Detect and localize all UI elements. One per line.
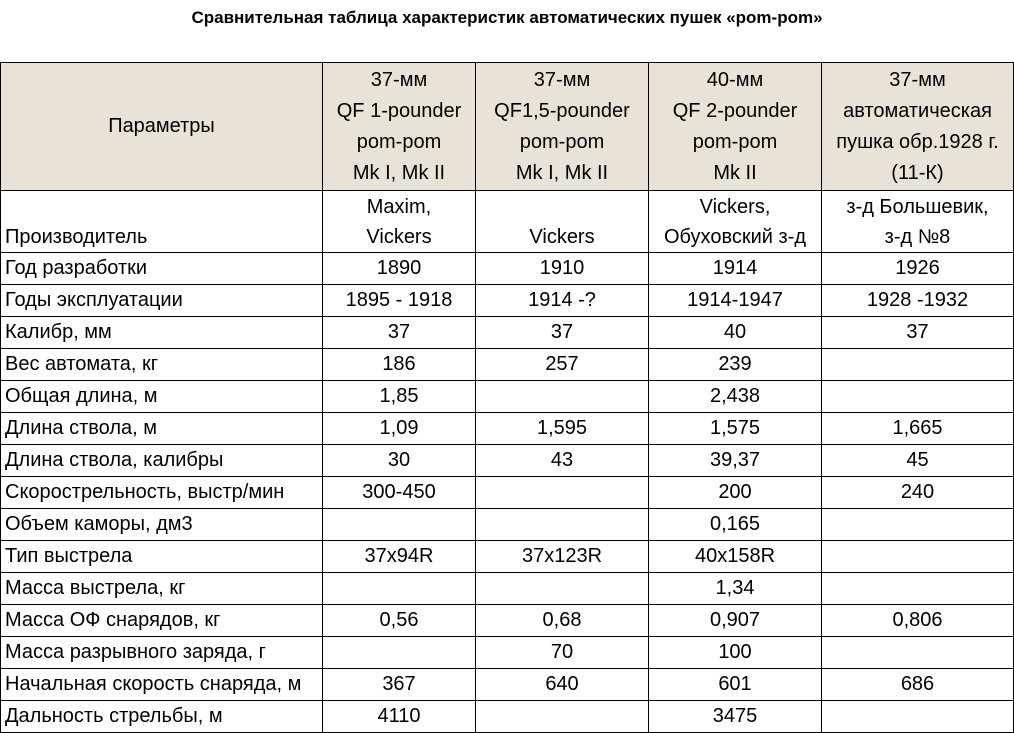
- header-line: (11-К): [891, 161, 944, 184]
- header-line: QF1,5-pounder: [494, 99, 630, 122]
- table-cell: [476, 509, 649, 541]
- row-label: Вес автомата, кг: [1, 349, 323, 381]
- table-cell: [822, 701, 1014, 733]
- table-cell: 257: [476, 349, 649, 381]
- cell-line: з-д Большевик,: [846, 196, 989, 218]
- table-cell: 37: [323, 317, 476, 349]
- table-cell: 40: [649, 317, 822, 349]
- table-cell: 300-450: [323, 477, 476, 509]
- table-row: [1, 605, 1014, 637]
- header-line: pom-pom: [692, 130, 778, 153]
- table-cell: 43: [476, 445, 649, 477]
- header-line: автоматическая: [843, 99, 992, 122]
- row-label: Производитель: [1, 191, 323, 253]
- table-row: [1, 669, 1014, 701]
- table-cell: [822, 541, 1014, 573]
- table-row: [1, 317, 1014, 349]
- row-label: Год разработки: [1, 253, 323, 285]
- header-line: pom-pom: [356, 130, 442, 153]
- table-cell: [822, 381, 1014, 413]
- row-label: Калибр, мм: [1, 317, 323, 349]
- row-label: Длина ствола, м: [1, 413, 323, 445]
- row-label: Масса разрывного заряда, г: [1, 637, 323, 669]
- header-line: Mk I, Mk II: [352, 161, 446, 184]
- table-cell: 37x123R: [476, 541, 649, 573]
- table-cell: 3475: [649, 701, 822, 733]
- page-title: Сравнительная таблица характеристик автоматических пушек «pom-pom»: [191, 8, 823, 27]
- header-parameters: Параметры: [1, 63, 323, 191]
- table-cell: 1926: [822, 253, 1014, 285]
- table-cell: 2,438: [649, 381, 822, 413]
- row-label: Масса выстрела, кг: [1, 573, 323, 605]
- table-cell: 1914: [649, 253, 822, 285]
- table-row: [1, 477, 1014, 509]
- row-label: Начальная скорость снаряда, м: [1, 669, 323, 701]
- table-cell: 1,09: [323, 413, 476, 445]
- table-cell: 0,806: [822, 605, 1014, 637]
- table-row: [1, 637, 1014, 669]
- table-row: [1, 509, 1014, 541]
- table-cell: 200: [649, 477, 822, 509]
- row-label: Масса ОФ снарядов, кг: [1, 605, 323, 637]
- table-cell: 601: [649, 669, 822, 701]
- cell-line: Vickers,: [699, 196, 771, 218]
- table-cell: 0,165: [649, 509, 822, 541]
- table-cell: [476, 573, 649, 605]
- table-cell: 0,56: [323, 605, 476, 637]
- table-cell: 37: [822, 317, 1014, 349]
- table-cell: [323, 573, 476, 605]
- table-cell: 37x94R: [323, 541, 476, 573]
- table-cell: 686: [822, 669, 1014, 701]
- table-cell: [822, 509, 1014, 541]
- header-column-3: [649, 63, 822, 191]
- table-row: [1, 541, 1014, 573]
- cell-line: Maxim,: [366, 196, 432, 218]
- table-cell: 39,37: [649, 445, 822, 477]
- header-column-2: [476, 63, 649, 191]
- row-label: Годы эксплуатации: [1, 285, 323, 317]
- table-cell: 1910: [476, 253, 649, 285]
- header-line: QF 1-pounder: [336, 99, 462, 122]
- table-row: [1, 701, 1014, 733]
- table-row: [1, 573, 1014, 605]
- table-cell: 1,665: [822, 413, 1014, 445]
- header-column-4: [822, 63, 1014, 191]
- table-cell: [822, 573, 1014, 605]
- comparison-table: [0, 62, 1014, 733]
- table-cell: [476, 381, 649, 413]
- table-cell: 239: [649, 349, 822, 381]
- table-cell: [649, 191, 822, 253]
- header-line: 40-мм: [706, 68, 764, 91]
- table-row: [1, 253, 1014, 285]
- table-cell: 1,595: [476, 413, 649, 445]
- header-column-1: [323, 63, 476, 191]
- table-cell: [476, 477, 649, 509]
- table-cell: 1,575: [649, 413, 822, 445]
- table-cell: [822, 349, 1014, 381]
- table-cell: 37: [476, 317, 649, 349]
- table-row-maker: [1, 191, 1014, 253]
- header-line: 37-мм: [370, 68, 428, 91]
- cell-line: з-д №8: [884, 226, 951, 248]
- table-cell: [476, 191, 649, 253]
- header-line: Mk I, Mk II: [515, 161, 609, 184]
- table-row: [1, 285, 1014, 317]
- table-cell: 1914 -?: [476, 285, 649, 317]
- header-line: 37-мм: [533, 68, 591, 91]
- row-label: Тип выстрела: [1, 541, 323, 573]
- table-cell: 1928 -1932: [822, 285, 1014, 317]
- header-line: Mk II: [713, 161, 757, 184]
- table-cell: 100: [649, 637, 822, 669]
- row-label: Дальность стрельбы, м: [1, 701, 323, 733]
- table-cell: 70: [476, 637, 649, 669]
- cell-line: Vickers: [529, 226, 595, 248]
- header-row: [1, 63, 1014, 191]
- table-row: [1, 381, 1014, 413]
- row-label: Длина ствола, калибры: [1, 445, 323, 477]
- header-line: 37-мм: [889, 68, 946, 91]
- table-cell: 240: [822, 477, 1014, 509]
- table-cell: [822, 637, 1014, 669]
- table-cell: 4110: [323, 701, 476, 733]
- table-cell: 30: [323, 445, 476, 477]
- table-cell: 1914-1947: [649, 285, 822, 317]
- header-line: pom-pom: [519, 130, 605, 153]
- table-cell: 1,85: [323, 381, 476, 413]
- table-row: [1, 445, 1014, 477]
- cell-line: Обуховский з-д: [663, 226, 807, 248]
- table-cell: [822, 191, 1014, 253]
- table-cell: 40x158R: [649, 541, 822, 573]
- row-label: Скорострельность, выстр/мин: [1, 477, 323, 509]
- table-cell: 1,34: [649, 573, 822, 605]
- table-row: [1, 349, 1014, 381]
- table-cell: 1895 - 1918: [323, 285, 476, 317]
- table-row: [1, 413, 1014, 445]
- table-cell: 1890: [323, 253, 476, 285]
- table-cell: [323, 509, 476, 541]
- table-cell: 0,907: [649, 605, 822, 637]
- table-cell: 186: [323, 349, 476, 381]
- table-cell: [323, 191, 476, 253]
- header-line: QF 2-pounder: [672, 99, 798, 122]
- table-cell: 640: [476, 669, 649, 701]
- table-cell: [323, 637, 476, 669]
- table-cell: 367: [323, 669, 476, 701]
- table-cell: 0,68: [476, 605, 649, 637]
- header-line: пушка обр.1928 г.: [836, 130, 999, 153]
- cell-line: Vickers: [366, 226, 432, 248]
- table-cell: [476, 701, 649, 733]
- row-label: Объем каморы, дм3: [1, 509, 323, 541]
- table-cell: 45: [822, 445, 1014, 477]
- row-label: Общая длина, м: [1, 381, 323, 413]
